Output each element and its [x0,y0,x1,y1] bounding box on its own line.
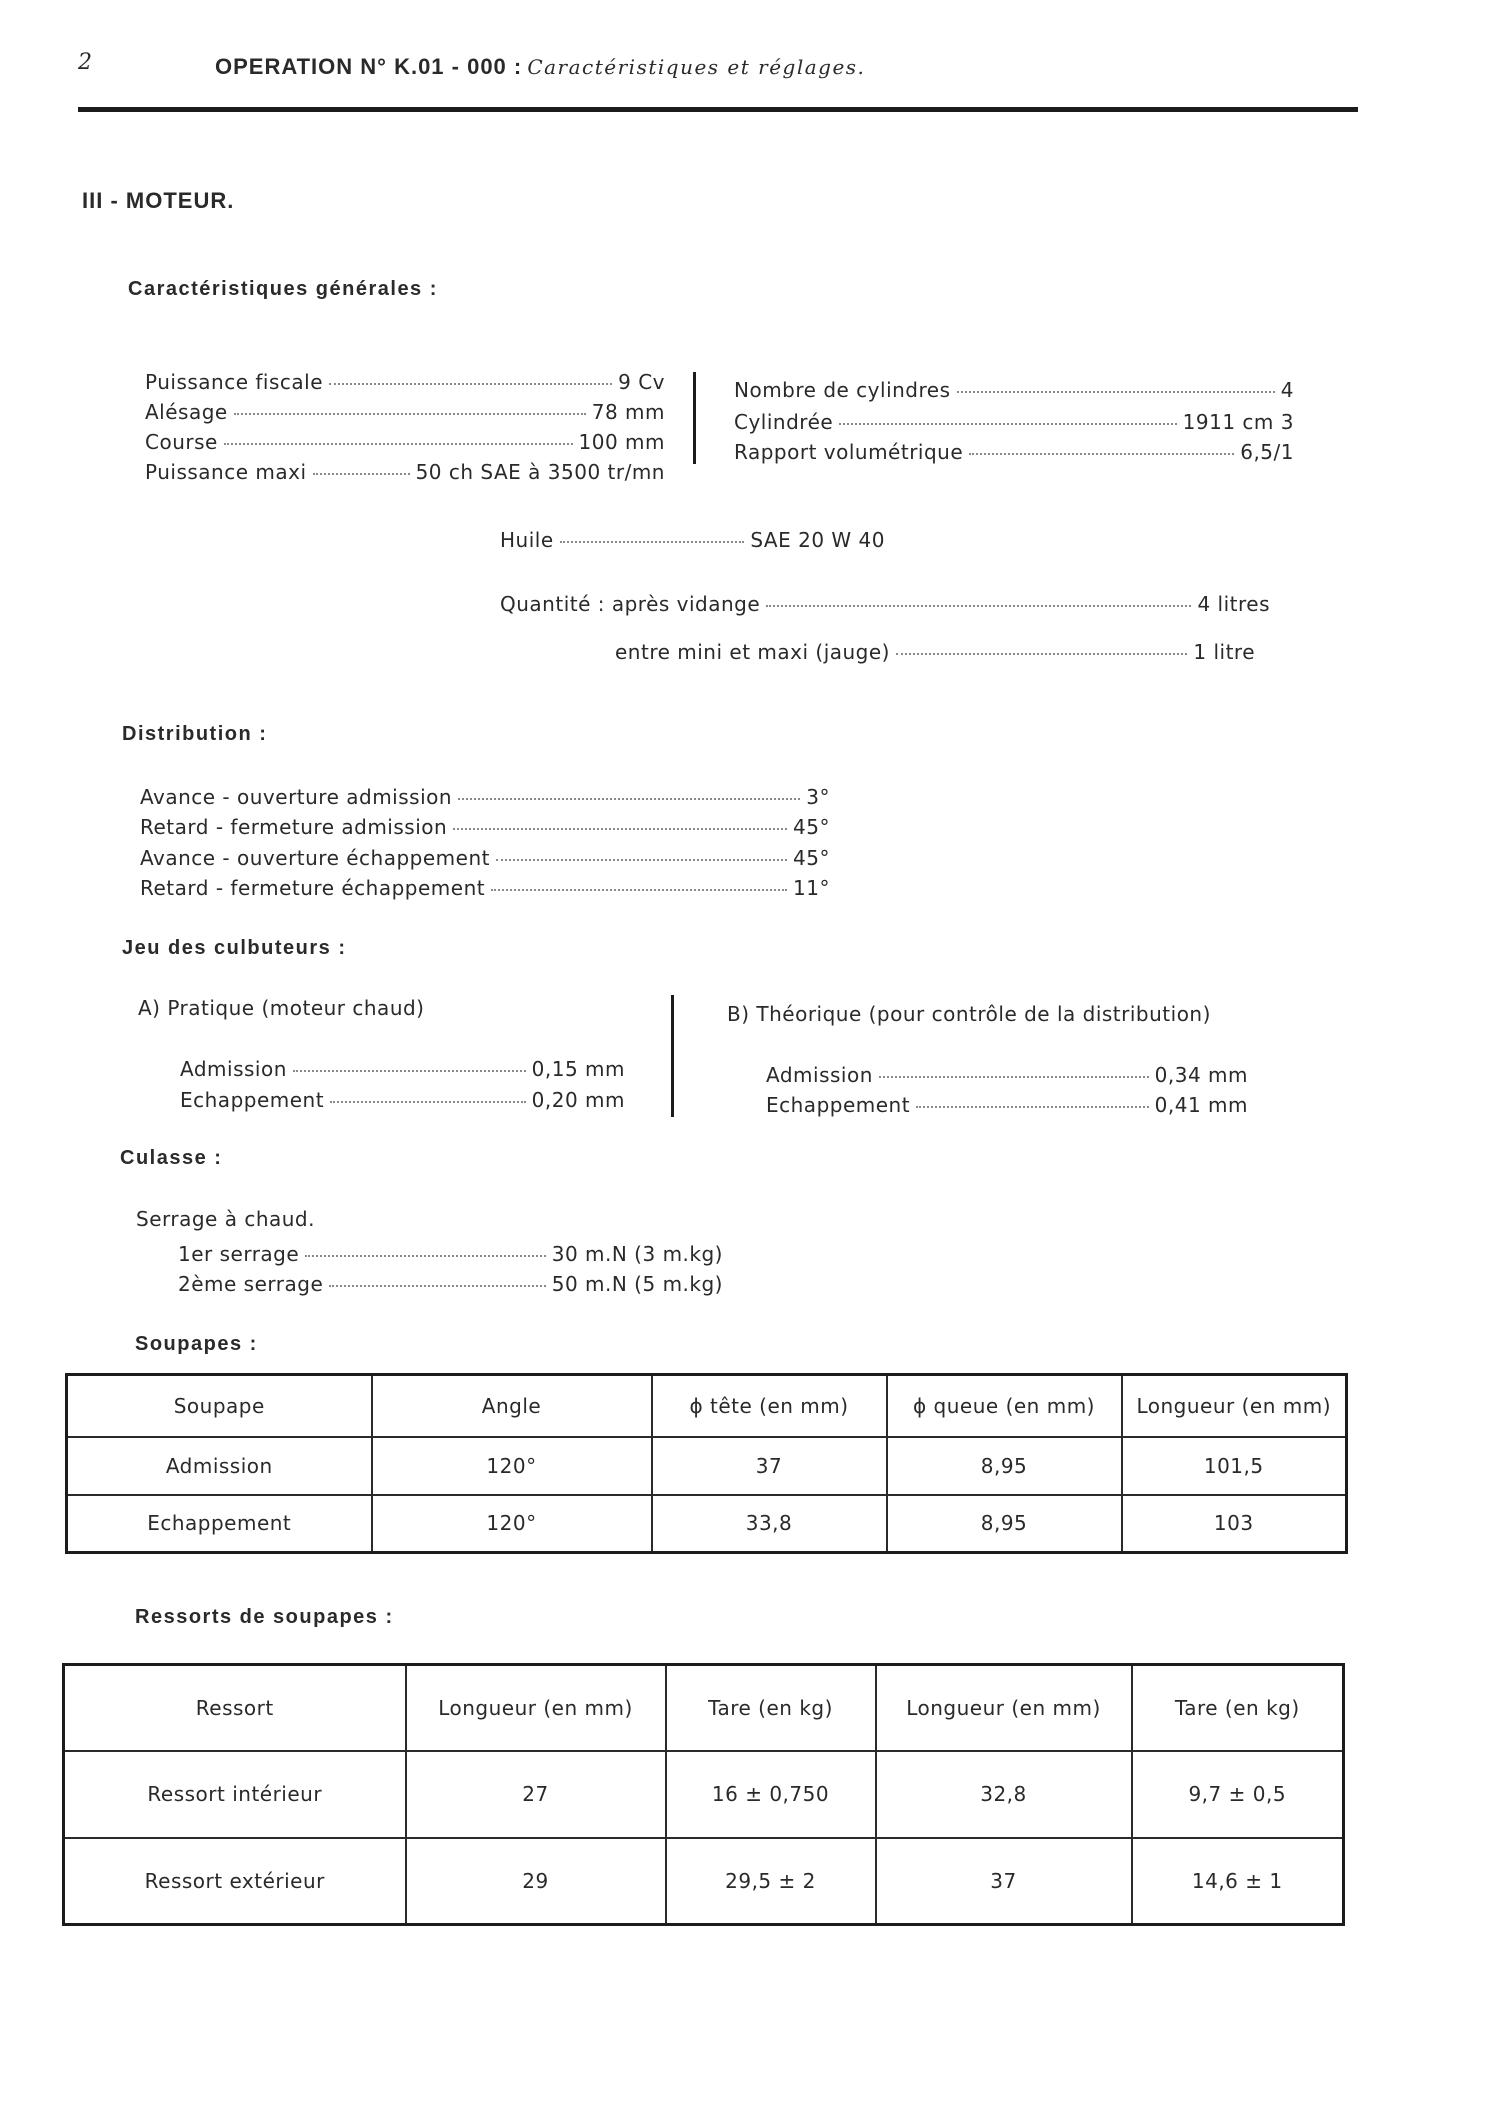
rocker-line: Admission 0,34 mm [766,1063,1248,1087]
distribution-line: Avance - ouverture admission 3° [140,785,830,809]
spec-line: Puissance fiscale 9 Cv [145,370,665,394]
header-subtitle: Caractéristiques et réglages. [527,55,866,79]
spec-line: Cylindrée 1911 cm 3 [734,410,1294,434]
spec-line: Nombre de cylindres 4 [734,378,1294,402]
table-header-row [64,1665,1344,1751]
column-header: Longueur (en mm) [876,1665,1132,1751]
column-header: Tare (en kg) [666,1665,876,1751]
spec-line: Puissance maxi 50 ch SAE à 3500 tr/mn [145,460,665,484]
torque-line: 1er serrage 30 m.N (3 m.kg) [178,1242,723,1266]
column-header: ɸ tête (en mm) [652,1375,887,1437]
column-header: Angle [372,1375,652,1437]
table-cell: Admission [67,1437,372,1495]
table-row [67,1437,1347,1495]
spec-line: Rapport volumétrique 6,5/1 [734,440,1294,464]
header-rule [78,107,1358,112]
table-row [67,1495,1347,1553]
rockers-b-title: B) Théorique (pour contrôle de la distribution) [727,1002,1211,1026]
torque-line: 2ème serrage 50 m.N (5 m.kg) [178,1272,723,1296]
rocker-line: Echappement 0,41 mm [766,1093,1248,1117]
springs-table [62,1663,1345,1926]
table-cell: 29 [406,1838,666,1925]
distribution-line: Retard - fermeture admission 45° [140,815,830,839]
table-cell: 27 [406,1751,666,1838]
table-cell: 16 ± 0,750 [666,1751,876,1838]
table-cell: 9,7 ± 0,5 [1132,1751,1344,1838]
table-cell: 37 [652,1437,887,1495]
table-cell: 14,6 ± 1 [1132,1838,1344,1925]
spec-line: Alésage 78 mm [145,400,665,424]
table-cell: 37 [876,1838,1132,1925]
table-cell: 33,8 [652,1495,887,1553]
oil-line: Huile SAE 20 W 40 [500,528,885,552]
valves-table [65,1373,1348,1554]
section-title: III - MOTEUR. [82,188,235,213]
spec-line: Course 100 mm [145,430,665,454]
table-cell: 103 [1122,1495,1347,1553]
page-header [215,54,865,80]
table-cell: Echappement [67,1495,372,1553]
table-cell: 32,8 [876,1751,1132,1838]
rockers-a-title: A) Pratique (moteur chaud) [138,996,425,1020]
distribution-line: Retard - fermeture échappement 11° [140,876,830,900]
table-cell: 8,95 [887,1437,1122,1495]
oil-quantity-line: Quantité : après vidange 4 litres [500,592,1270,616]
table-cell: 120° [372,1437,652,1495]
oil-quantity-line: entre mini et maxi (jauge) 1 litre [615,640,1255,664]
operation-code: OPERATION N° K.01 - 000 : [215,54,523,79]
cylinder-head-intro: Serrage à chaud. [136,1207,315,1231]
column-header: Longueur (en mm) [406,1665,666,1751]
column-header: Soupape [67,1375,372,1437]
distribution-title: Distribution : [122,723,268,745]
table-header-row [67,1375,1347,1437]
column-header: Ressort [64,1665,406,1751]
rockers-title: Jeu des culbuteurs : [122,937,347,959]
table-cell: Ressort intérieur [64,1751,406,1838]
rocker-line: Admission 0,15 mm [180,1057,625,1081]
column-header: Tare (en kg) [1132,1665,1344,1751]
distribution-line: Avance - ouverture échappement 45° [140,846,830,870]
page-number: 2 [78,50,92,75]
table-cell: 8,95 [887,1495,1122,1553]
rocker-line: Echappement 0,20 mm [180,1088,625,1112]
general-title: Caractéristiques générales : [128,278,438,300]
table-cell: 29,5 ± 2 [666,1838,876,1925]
springs-title: Ressorts de soupapes : [135,1606,394,1628]
table-row [64,1838,1344,1925]
column-header: ɸ queue (en mm) [887,1375,1122,1437]
table-cell: 120° [372,1495,652,1553]
column-divider [671,995,674,1117]
table-cell: 101,5 [1122,1437,1347,1495]
column-header: Longueur (en mm) [1122,1375,1347,1437]
cylinder-head-title: Culasse : [120,1147,223,1169]
table-cell: Ressort extérieur [64,1838,406,1925]
column-divider [693,372,696,464]
table-row [64,1751,1344,1838]
valves-title: Soupapes : [135,1333,258,1355]
